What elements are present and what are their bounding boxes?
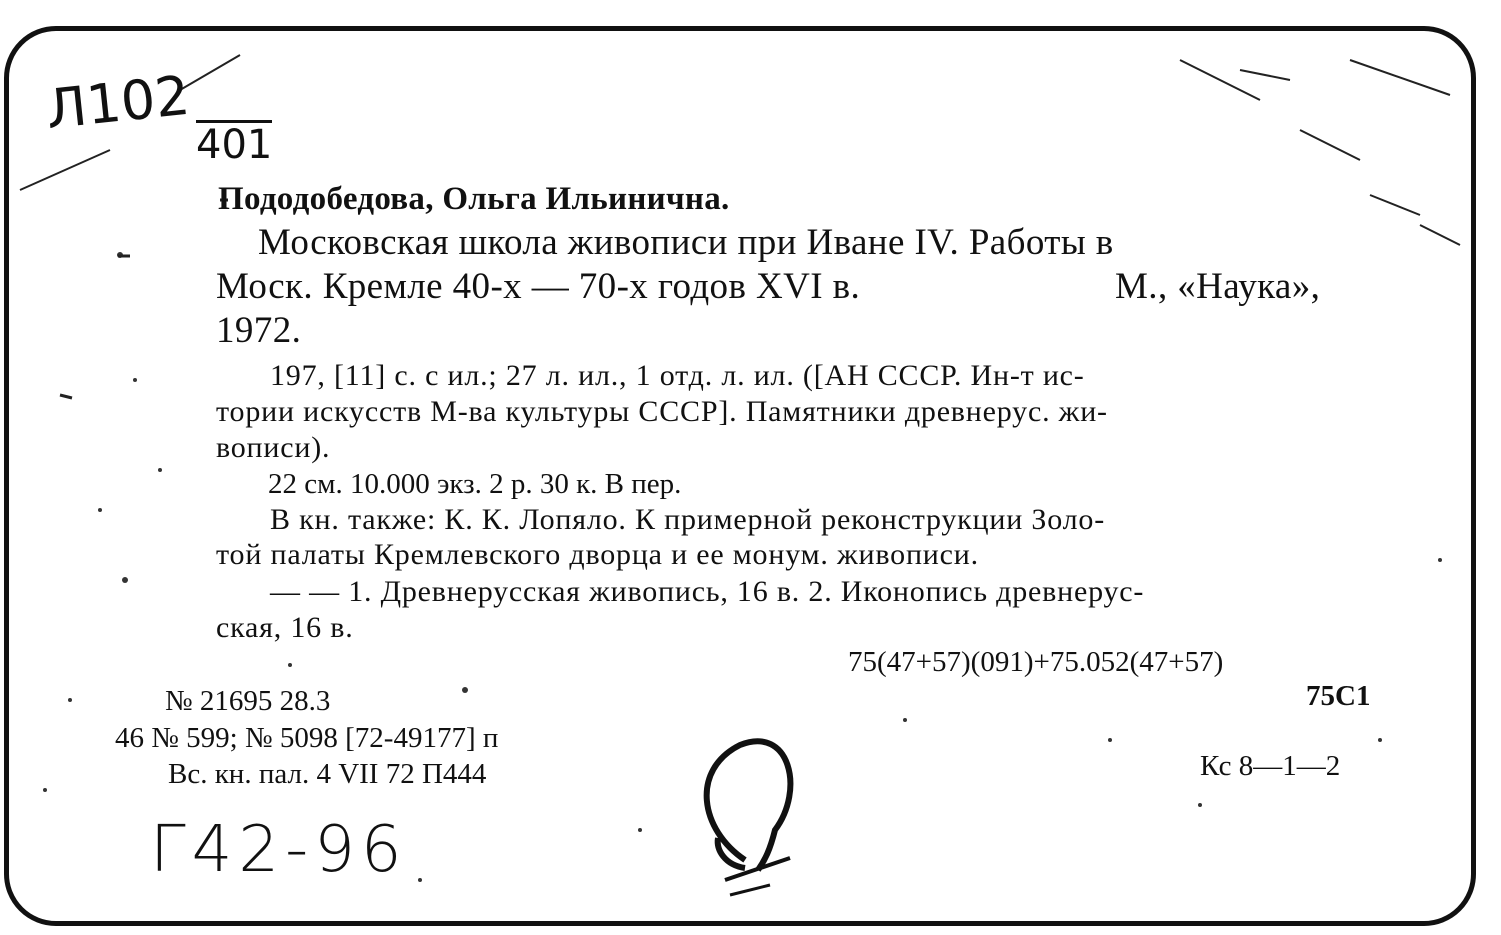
- book-chamber-registration: Вс. кн. пал. 4 VII 72 П444: [168, 758, 487, 790]
- publication-year: 1972.: [216, 310, 302, 351]
- bbk-index: 75С1: [1306, 680, 1371, 712]
- registry-number: № 21695 28.3: [165, 685, 331, 717]
- scratch-marks: [1180, 60, 1460, 245]
- udc-index: 75(47+57)(091)+75.052(47+57): [848, 646, 1224, 678]
- registry-order: 46 № 599; № 5098 [72-49177] п: [115, 722, 499, 754]
- contents-note-line-2: той палаты Кремлевского дворца и ее монум. живописи.: [216, 538, 979, 571]
- author-heading: Пододобедова, Ольга Ильинична.: [218, 181, 730, 217]
- kc-code: Кс 8—1—2: [1200, 750, 1341, 782]
- physical-description-line-3: вописи).: [216, 431, 331, 464]
- handwritten-bottom-mark: Г42-96: [150, 813, 408, 887]
- title-line-2: Моск. Кремле 40-х — 70-х годов XVI в.: [216, 266, 861, 307]
- margin-dashes: [60, 200, 228, 398]
- handwritten-shelf-mark: Л102: [43, 63, 193, 142]
- subject-headings-line-1: — — 1. Древнерусская живопись, 16 в. 2. Иконопись древнерус-: [270, 575, 1145, 608]
- contents-note-line-1: В кн. также: К. К. Лопяло. К примерной реконструкции Золо-: [270, 503, 1106, 536]
- handwritten-shelf-number: 401: [196, 122, 273, 168]
- publisher: М., «Наука»,: [1115, 266, 1321, 307]
- physical-description-line-1: 197, [11] с. с ил.; 27 л. ил., 1 отд. л. ил. ([АН СССР. Ин-т ис-: [270, 359, 1085, 392]
- physical-description-line-2: тории искусств М-ва культуры СССР]. Памятники древнерус. жи-: [216, 395, 1108, 428]
- title-line-1: Московская школа живописи при Иване IV. Работы в: [258, 222, 1114, 263]
- size-and-price: 22 см. 10.000 экз. 2 р. 30 к. В пер.: [268, 468, 682, 500]
- subject-headings-line-2: ская, 16 в.: [216, 611, 354, 644]
- bulb-stamp-icon: [707, 741, 791, 895]
